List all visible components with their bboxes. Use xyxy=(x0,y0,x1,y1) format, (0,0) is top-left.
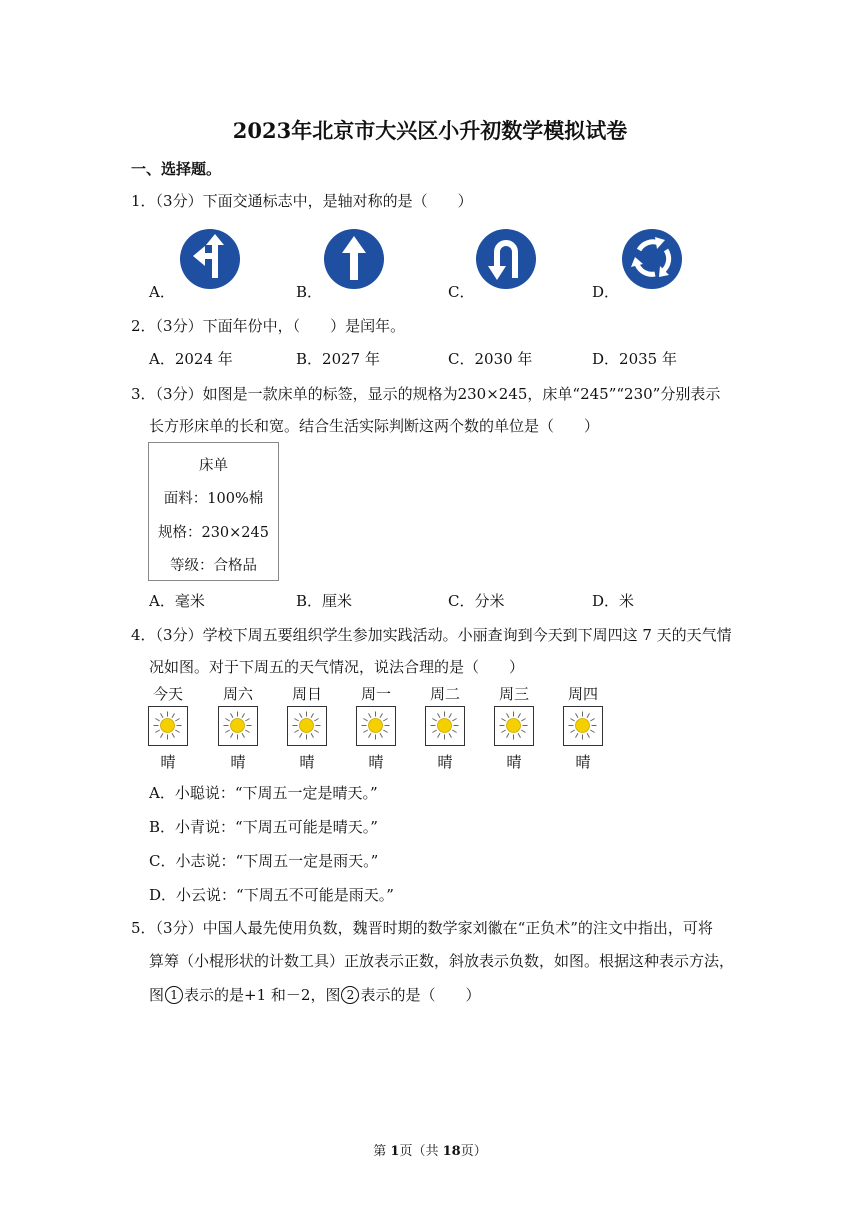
weather-condition: 晴 xyxy=(160,753,176,771)
label-line: 床单 xyxy=(199,458,228,474)
q5-text: 表示的是（ ） xyxy=(360,986,481,1004)
turn-left-arrow-icon xyxy=(177,226,243,292)
weather-day-label: 周日 xyxy=(291,685,322,703)
q1-option-a: A． xyxy=(149,283,175,301)
sun-icon xyxy=(563,706,603,746)
weather-condition: 晴 xyxy=(437,753,453,771)
weather-condition: 晴 xyxy=(575,753,591,771)
question-5-line-3 xyxy=(149,984,480,1005)
roundabout-icon xyxy=(619,226,685,292)
straight-arrow-icon xyxy=(321,226,387,292)
q2-option-c: C．2030 年 xyxy=(448,350,533,368)
label-line: 规格：230×245 xyxy=(157,525,269,541)
sun-icon xyxy=(356,706,396,746)
circled-number-1: 1 xyxy=(165,986,183,1004)
page-footer xyxy=(0,1140,860,1159)
q5-text: 图 xyxy=(149,986,165,1004)
page-title: 2023年北京市大兴区小升初数学模拟试卷 xyxy=(232,118,628,143)
q1-option-b: B． xyxy=(296,283,323,301)
weather-condition: 晴 xyxy=(506,753,522,771)
q5-text: 表示的是+1 和－2，图 xyxy=(184,986,341,1004)
sun-icon xyxy=(287,706,327,746)
total-pages: 18 xyxy=(442,1144,461,1159)
current-page: 1 xyxy=(390,1144,400,1159)
question-4-line-2: 况如图。对于下周五的天气情况，说法合理的是（ ） xyxy=(149,658,525,676)
sun-icon xyxy=(425,706,465,746)
q2-option-b: B．2027 年 xyxy=(296,350,380,368)
question-5-line-1: 5．（3分）中国人最先使用负数，魏晋时期的数学家刘徽在“正负术”的注文中指出，可将 xyxy=(131,919,713,937)
q4-option-c: C．小志说：“下周五一定是雨天。” xyxy=(149,852,379,870)
weather-day-label: 周三 xyxy=(498,685,529,703)
sun-icon xyxy=(218,706,258,746)
q4-option-a: A．小聪说：“下周五一定是晴天。” xyxy=(149,784,378,802)
q1-option-d: D． xyxy=(592,283,620,301)
question-4-line-1: 4．（3分）学校下周五要组织学生参加实践活动。小丽查询到今天到下周四这 7 天的天气情 xyxy=(131,626,732,644)
q3-option-d: D．米 xyxy=(592,592,635,610)
q4-option-d: D．小云说：“下周五不可能是雨天。” xyxy=(149,886,394,904)
q4-option-b: B．小青说：“下周五可能是晴天。” xyxy=(149,818,378,836)
weather-day-label: 周四 xyxy=(567,685,598,703)
label-line: 等级：合格品 xyxy=(170,558,257,574)
weather-day-label: 周二 xyxy=(429,685,460,703)
q3-option-a: A．毫米 xyxy=(149,592,205,610)
question-5-line-2: 算筹（小棍形状的计数工具）正放表示正数，斜放表示负数，如图。根据这种表示方法， xyxy=(149,952,735,970)
weather-day-label: 今天 xyxy=(152,685,183,703)
weather-day-label: 周一 xyxy=(360,685,391,703)
question-2-text: 2．（3分）下面年份中，（ ）是闰年。 xyxy=(131,317,406,335)
section-heading: 一、选择题。 xyxy=(131,160,222,178)
q1-option-c: C． xyxy=(448,283,475,301)
bedsheet-label xyxy=(148,442,279,581)
question-1-text: 1．（3分）下面交通标志中，是轴对称的是（ ） xyxy=(131,192,473,210)
sun-icon xyxy=(148,706,188,746)
weather-condition: 晴 xyxy=(230,753,246,771)
sun-icon xyxy=(494,706,534,746)
footer-text: 页（共 xyxy=(399,1144,443,1159)
q3-option-c: C．分米 xyxy=(448,592,505,610)
u-turn-arrow-icon xyxy=(473,226,539,292)
footer-text: 第 xyxy=(373,1144,391,1159)
question-3-line-2: 长方形床单的长和宽。结合生活实际判断这两个数的单位是（ ） xyxy=(149,417,600,435)
q2-option-a: A．2024 年 xyxy=(149,350,233,368)
weather-condition: 晴 xyxy=(368,753,384,771)
circled-number-2: 2 xyxy=(341,986,359,1004)
q2-option-d: D．2035 年 xyxy=(592,350,677,368)
label-line: 面料：100%棉 xyxy=(163,491,264,507)
weather-condition: 晴 xyxy=(299,753,315,771)
footer-text: 页） xyxy=(460,1144,487,1159)
q3-option-b: B．厘米 xyxy=(296,592,353,610)
weather-day-label: 周六 xyxy=(222,685,253,703)
question-3-line-1: 3．（3分）如图是一款床单的标签，显示的规格为230×245，床单“245”“230”分别表示 xyxy=(131,385,721,403)
